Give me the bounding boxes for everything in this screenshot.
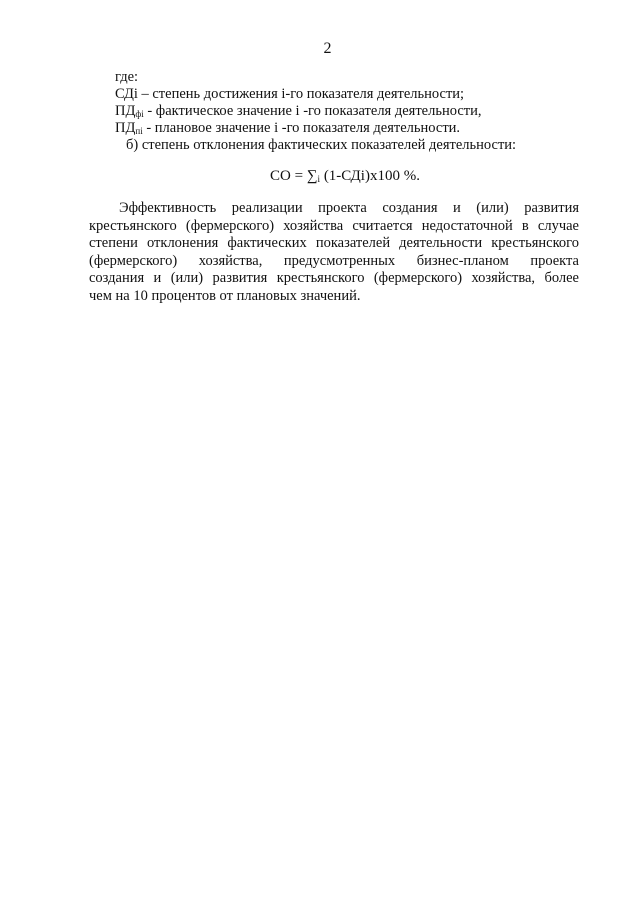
- definition-pd-fact-subscript: фi: [135, 109, 144, 119]
- definition-sd: [115, 85, 464, 103]
- definition-pd-plan-text: - плановое значение i -го показателя деятельности.: [142, 120, 461, 136]
- formula-left: СО = ∑: [270, 168, 318, 184]
- formula-subscript: i: [317, 174, 321, 184]
- paragraph-line: степени отклонения фактических показателей деятельности крестьянского: [89, 235, 579, 252]
- item-b: б) степень отклонения фактических показателей деятельности:: [126, 137, 517, 153]
- paragraph-line: (фермерского) хозяйства, предусмотренных бизнес-планом проекта: [89, 252, 579, 269]
- definition-pd-plan-subscript: пi: [135, 126, 143, 136]
- definition-sd-term: СДi: [115, 86, 138, 102]
- formula-right: (1-СДi)х100 %.: [320, 168, 420, 184]
- formula: [0, 168, 637, 185]
- paragraph-line: создания и (или) развития крестьянского (фермерского) хозяйства, более: [89, 270, 579, 287]
- body-paragraph: [89, 200, 579, 306]
- definition-sd-text: – степень достижения i-го показателя деятельности;: [137, 86, 465, 102]
- definition-pd-plan-term: ПД: [115, 120, 136, 136]
- page-number: 2: [323, 40, 332, 57]
- definitions-intro: где:: [115, 69, 139, 85]
- paragraph-line: крестьянского (фермерского) хозяйства считается недостаточной в случае: [89, 217, 579, 234]
- definition-pd-fact-term: ПД: [115, 103, 136, 119]
- definition-pd-fact-text: - фактическое значение i -го показателя деятельности,: [143, 103, 482, 119]
- paragraph-line: Эффективность реализации проекта создания и (или) развития: [119, 200, 579, 216]
- paragraph-line: чем на 10 процентов от плановых значений.: [89, 287, 361, 304]
